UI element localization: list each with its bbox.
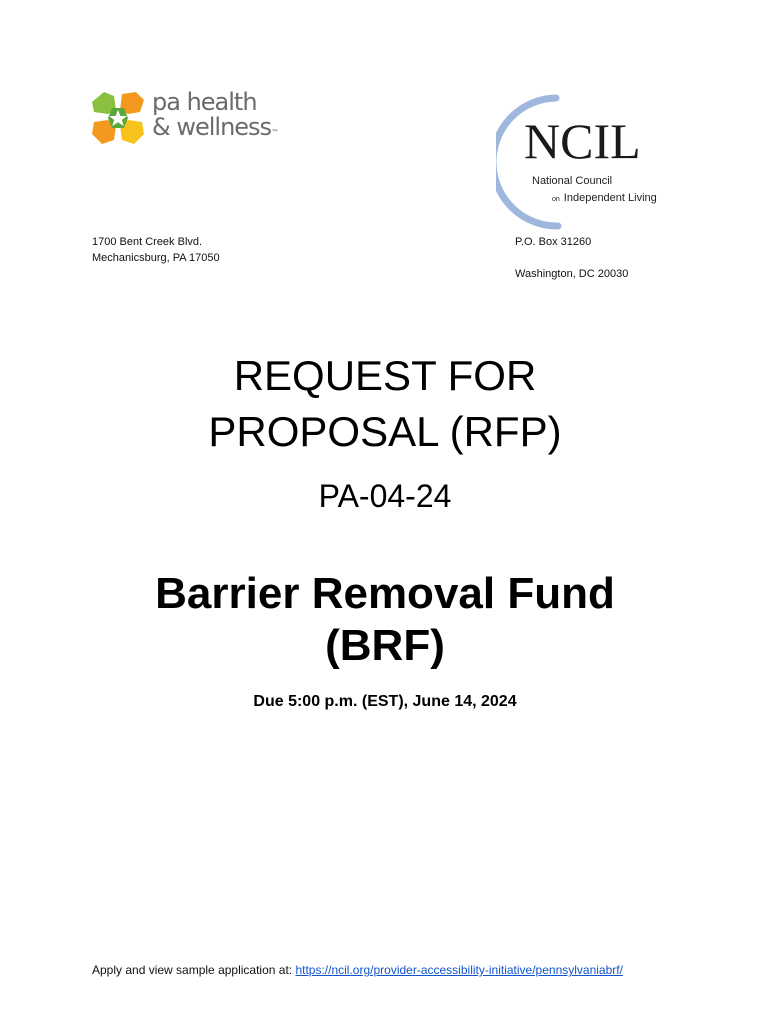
address-left-line1: 1700 Bent Creek Blvd.	[92, 236, 203, 248]
rfp-title-line2: PROPOSAL (RFP)	[208, 408, 562, 455]
application-link[interactable]: https://ncil.org/provider-accessibility-initiative/pennsylvaniabrf/	[295, 963, 623, 977]
pa-health-wordmark	[152, 90, 279, 145]
apply-prefix: Apply and view sample application at:	[92, 963, 296, 977]
apply-instructions	[92, 962, 623, 978]
ncil-subtitle-line1: National Council	[532, 175, 613, 187]
rfp-number: PA-04-24	[318, 478, 452, 514]
rfp-title-line1: REQUEST FOR	[233, 352, 537, 399]
address-right-line2: Washington, DC 20030	[515, 268, 629, 280]
ncil-subtitle-line2	[552, 192, 657, 204]
ncil-on: on	[552, 196, 560, 203]
ncil-address	[515, 234, 628, 282]
ncil-wordmark: NCIL	[524, 113, 641, 169]
pa-health-line2: & wellness	[152, 113, 272, 141]
pa-health-keystone-icon	[90, 90, 146, 146]
trademark-symbol: ™	[271, 128, 280, 137]
fund-title	[0, 568, 770, 672]
pa-health-line1: pa health	[152, 88, 257, 116]
fund-title-line2: (BRF)	[325, 621, 445, 670]
ncil-independent-living: Independent Living	[563, 192, 657, 204]
fund-title-line1: Barrier Removal Fund	[155, 569, 615, 618]
pa-health-address	[92, 234, 220, 266]
address-left-line2: Mechanicsburg, PA 17050	[92, 252, 220, 264]
title-block	[0, 348, 770, 712]
due-date: Due 5:00 p.m. (EST), June 14, 2024	[253, 693, 517, 710]
ncil-logo	[496, 92, 666, 232]
pa-health-wellness-logo	[90, 90, 290, 146]
address-right-line1: P.O. Box 31260	[515, 236, 592, 248]
rfp-title	[0, 348, 770, 460]
